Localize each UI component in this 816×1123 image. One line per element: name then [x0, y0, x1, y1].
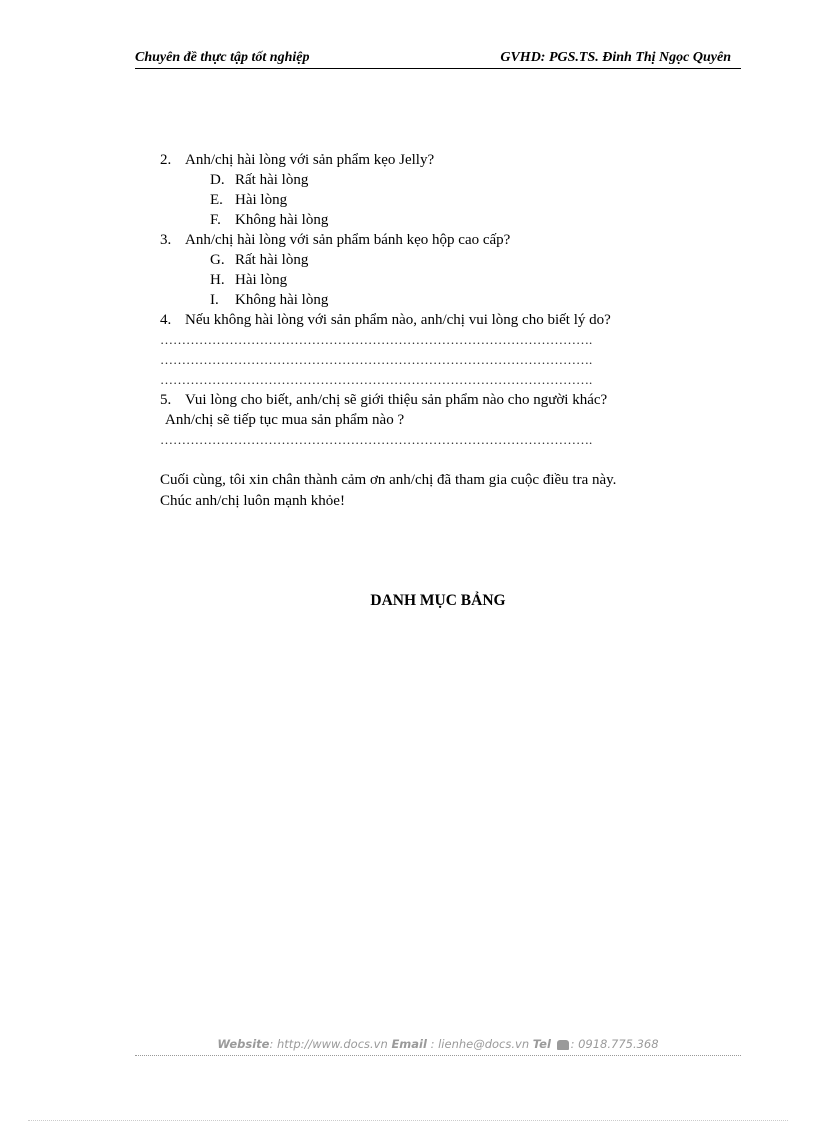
option-text: Không hài lòng [235, 292, 329, 308]
closing-paragraph [160, 470, 720, 512]
page-footer [135, 1037, 741, 1056]
phone-icon [557, 1040, 569, 1050]
option-text: Hài lòng [235, 192, 288, 208]
option-text: Không hài lòng [235, 212, 329, 228]
question-3 [160, 230, 720, 250]
question-number: 2. [160, 152, 172, 168]
answer-dotted-line: ………………………………………………………………………………………. [160, 352, 593, 367]
option-letter: E. [210, 192, 223, 208]
option-letter: D. [210, 172, 225, 188]
question-text-continued: Anh/chị sẽ tiếp tục mua sản phẩm nào ? [165, 412, 405, 428]
option [160, 270, 720, 290]
option-letter: F. [210, 212, 221, 228]
answer-dotted-line: ………………………………………………………………………………………. [160, 432, 593, 447]
footer-website-link[interactable]: : http://www.docs.vn [269, 1037, 388, 1051]
question-5 [160, 390, 720, 410]
option-text: Rất hài lòng [235, 172, 309, 188]
page-header [135, 48, 741, 69]
page-bottom-divider [28, 1120, 788, 1121]
option [160, 190, 720, 210]
question-number: 3. [160, 232, 172, 248]
header-left-title: Chuyên đề thực tập tốt nghiệp [135, 50, 310, 65]
option-letter: I. [210, 292, 219, 308]
question-2 [160, 150, 720, 170]
option [160, 290, 720, 310]
question-text: Anh/chị hài lòng với sản phẩm bánh kẹo hộp cao cấp? [185, 232, 511, 248]
option-text: Rất hài lòng [235, 252, 309, 268]
closing-wishes: Chúc anh/chị luôn mạnh khỏe! [160, 493, 345, 509]
question-number: 4. [160, 312, 172, 328]
question-text: Nếu không hài lòng với sản phẩm nào, anh/chị vui lòng cho biết lý do? [185, 312, 611, 328]
option [160, 210, 720, 230]
footer-email-link[interactable]: : lienhe@docs.vn [430, 1037, 530, 1051]
option-letter: H. [210, 272, 225, 288]
option-letter: G. [210, 252, 225, 268]
question-text: Vui lòng cho biết, anh/chị sẽ giới thiệu sản phẩm nào cho người khác? [185, 392, 608, 408]
question-number: 5. [160, 392, 172, 408]
option [160, 250, 720, 270]
closing-thanks: Cuối cùng, tôi xin chân thành cảm ơn anh/chị đã tham gia cuộc điều tra này. [160, 472, 617, 488]
footer-website-label: Website [217, 1037, 270, 1051]
footer-email-label: Email [391, 1037, 427, 1051]
answer-dotted-line: ………………………………………………………………………………………. [160, 372, 593, 387]
answer-dotted-line: ………………………………………………………………………………………. [160, 332, 593, 347]
option [160, 170, 720, 190]
survey-questions [160, 150, 720, 450]
question-4 [160, 310, 720, 330]
footer-tel-label: Tel [532, 1037, 551, 1051]
question-text: Anh/chị hài lòng với sản phẩm kẹo Jelly? [185, 152, 435, 168]
header-right-supervisor: GVHD: PGS.TS. Đinh Thị Ngọc Quyên [500, 50, 731, 65]
footer-tel-value: : 0918.775.368 [570, 1037, 659, 1051]
option-text: Hài lòng [235, 272, 288, 288]
section-title: DANH MỤC BẢNG [370, 592, 506, 609]
